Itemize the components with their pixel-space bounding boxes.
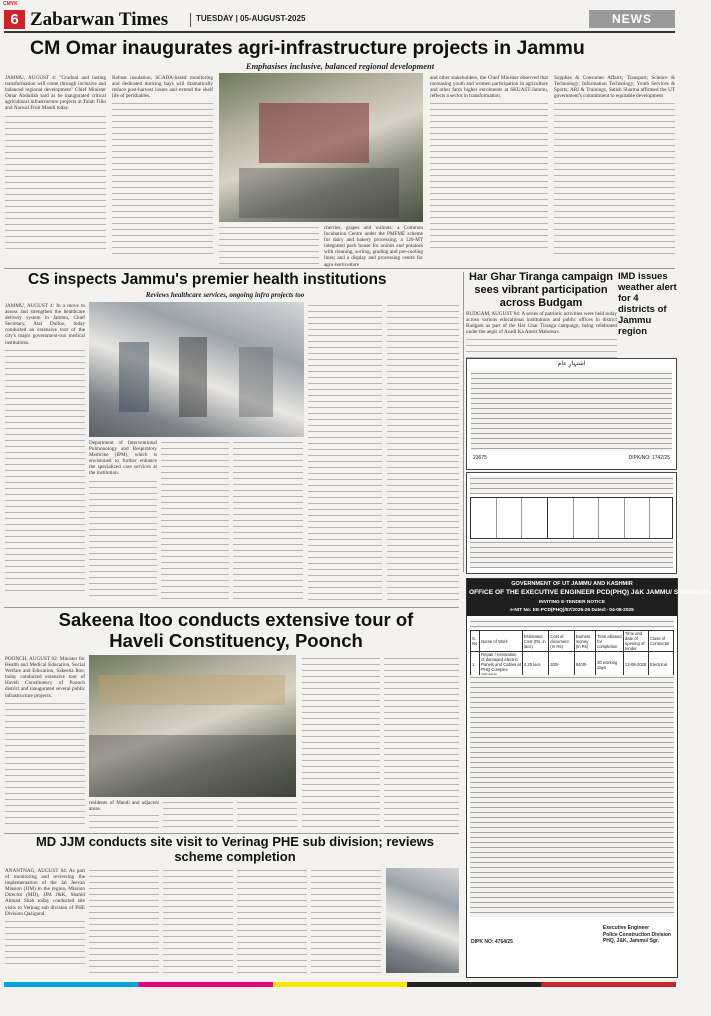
- tender-gov-title: GOVERNMENT OF UT JAMMU AND KASHMIR: [511, 581, 633, 587]
- section-rule-1: [4, 268, 675, 269]
- paper-name: Zabarwan Times: [30, 9, 169, 30]
- lead-col-2: Robust insulation, SCADA-based monitoring and dedicated docking bays will dramatically reduce post-harvest losses and extend the shelf life of perishables.: [112, 75, 213, 265]
- sakeena-col-1: POONCH, AUGUST 02: Minister for Health and Medical Education, Social Welfare and Education, Sakeena Itoo, today conducted extensive tour of Haveli Constituency of Poonch district and inaugurated several public infrastructure projects.: [5, 656, 85, 831]
- sakeena-col-6: [384, 656, 459, 831]
- jjm-col-4: [237, 868, 307, 973]
- lead-subhead: Emphasises inclusive, balanced regional development: [245, 61, 435, 71]
- health-caption: Department of Interventional Pulmonology and Respiratory Medicine (IPM), which is envisioned to further enhance the specialized care services at the institution.: [89, 440, 157, 604]
- tender-dipk: DIPK NO: 4764/25: [471, 939, 513, 945]
- sakeena-headline: Sakeena Itoo conducts extensive tour of Haveli Constituency, Poonch: [58, 609, 414, 651]
- footer-color-bar: [4, 982, 676, 987]
- jjm-col-3: [163, 868, 233, 973]
- tender-nit: e-NIT No: EE-PCD(PHQ)/57/2025-26 Dated:- 04-08-2025: [510, 608, 634, 613]
- section-rule-2: [4, 607, 459, 608]
- cmyk-badge: CMYK: [3, 1, 18, 7]
- lead-col-5: Supplies & Consumer Affairs; Transport; Science & Technology; Information Technology; Youth Services & Sports; ARI & Trainings, Satish Sharma affirmed the UT government's commitment to equitable development: [554, 75, 675, 265]
- tender-table-header: S. No Name of Work Estimated Cost (Rs. in lacs) Cost of document (In Rs) Earnest money (In Rs) Time allowed for completion Time and date of opening of tender Class of Contractor: [471, 631, 674, 652]
- tender-table-row: 1 Repair / renovation of damaged electric Panels and Cables at PHQ Complex 4.20 lacs 300/- 8400/- 30 working days 13-08-2025 Electrical: [471, 652, 674, 678]
- jjm-col-5: [311, 868, 381, 973]
- tender-table: [470, 630, 674, 678]
- health-col-3: [161, 440, 229, 604]
- masthead-rule: [4, 31, 675, 33]
- urdu-notice-ref-left: 23675: [473, 455, 487, 461]
- masthead-divider: [190, 13, 191, 27]
- jjm-col-2: [89, 868, 159, 973]
- sakeena-col-5: [302, 656, 380, 831]
- health-col-5: [308, 303, 382, 603]
- lead-photo: [219, 73, 423, 222]
- sakeena-col-3: [163, 800, 233, 831]
- tender-office-title: OFFICE OF THE EXECUTIVE ENGINEER PCD(PHQ) J&K JAMMU/ SRINAGAR.: [469, 589, 711, 596]
- jjm-col-1: ANANTNAG, AUGUST 04: As part of monitoring and reviewing the implementation of the Jal Jeevan Mission (JJM) in the region, Mission Director (MD), JJM J&K, Shahid Ahmad Shah today conducted site visits to Verinag sub division of PHE Division Qazigund.: [5, 868, 85, 973]
- lead-col-3: cherries, grapes and walnuts: a Common Incubation Centre under the PMFME scheme for dairy and bakery processing; a 120-MT integrated pack house for onions and potatoes with cleaning, sorting, grading and pre-cooling lines; and a display and processing centre for agro-horticulture: [324, 225, 423, 268]
- lead-caption-col: [219, 225, 319, 265]
- tender-terms: [470, 675, 674, 917]
- tender-invite: INVITING E-TENDER NOTICE: [538, 600, 606, 605]
- tiranga-left-rule: [463, 272, 464, 572]
- urdu-tender-table: [466, 472, 677, 574]
- imd-headline: IMD issues weather alert for 4 districts of Jammu region: [618, 271, 677, 337]
- lead-col-4: and other stakeholders, the Chief Minister observed that increasing youth and women participation in agriculture and other farm higher enrolments at SKUAST-Jammu, reflects a sector in transformation.: [430, 75, 548, 265]
- urdu-notice: [466, 358, 677, 470]
- jjm-headline: MD JJM conducts site visit to Verinag PHE sub division; reviews scheme completion: [35, 834, 435, 864]
- page-number: 6: [4, 10, 25, 29]
- health-subhead: Reviews healthcare services, ongoing infra projects too: [145, 291, 305, 299]
- tiranga-headline: Har Ghar Tiranga campaign sees vibrant participation across Budgam: [468, 271, 614, 309]
- urdu-notice-ref-right: DIPK/NO: 1742/25: [628, 455, 670, 461]
- sakeena-caption: residents of Mandi and adjacent areas.: [89, 800, 159, 831]
- tiranga-body: BUDGAM, AUGUST 04: A series of patriotic activities were held today across various educational institutions and public offices in district Budgam as part of the Har Ghar Tiranga campaign, being celebrated under the aegis of Azadi Ka Amrit Mahotsav.: [466, 311, 617, 466]
- health-col-6: [387, 303, 459, 603]
- health-photo: [89, 302, 304, 437]
- health-headline: CS inspects Jammu's premier health institutions: [28, 271, 387, 288]
- tender-notice: [466, 578, 711, 978]
- lead-col-1: JAMMU, AUGUST 4: "Gradual and lasting transformation will come through inclusive and balanced regional development" Chief Minister Omar Abdullah said as he inaugurated critical agricultural infrastructure projects at Talab Tillo and Narwal Fruit Mandi today.: [5, 75, 106, 265]
- health-col-1: JAMMU, AUGUST 4: In a move to assess and strengthen the healthcare delivery system in Jammu, Chief Secretary, Atal Dulloo, today conducted an extensive tour of the city's major government-run medical institutions.: [5, 303, 85, 603]
- issue-date: TUESDAY | 05-AUGUST-2025: [196, 14, 306, 23]
- health-col-4: [233, 440, 303, 604]
- urdu-notice-title: اشتہارِ عام: [557, 360, 586, 367]
- sakeena-col-4: [237, 800, 297, 831]
- sakeena-photo: [89, 655, 296, 797]
- lead-headline: CM Omar inaugurates agri-infrastructure projects in Jammu: [30, 37, 585, 59]
- tender-signature: Executive Engineer Police Construction Division PHQ, J&K, Jammu/ Sgr.: [602, 925, 671, 944]
- section-label: NEWS: [589, 10, 675, 28]
- jjm-photo: [386, 868, 459, 973]
